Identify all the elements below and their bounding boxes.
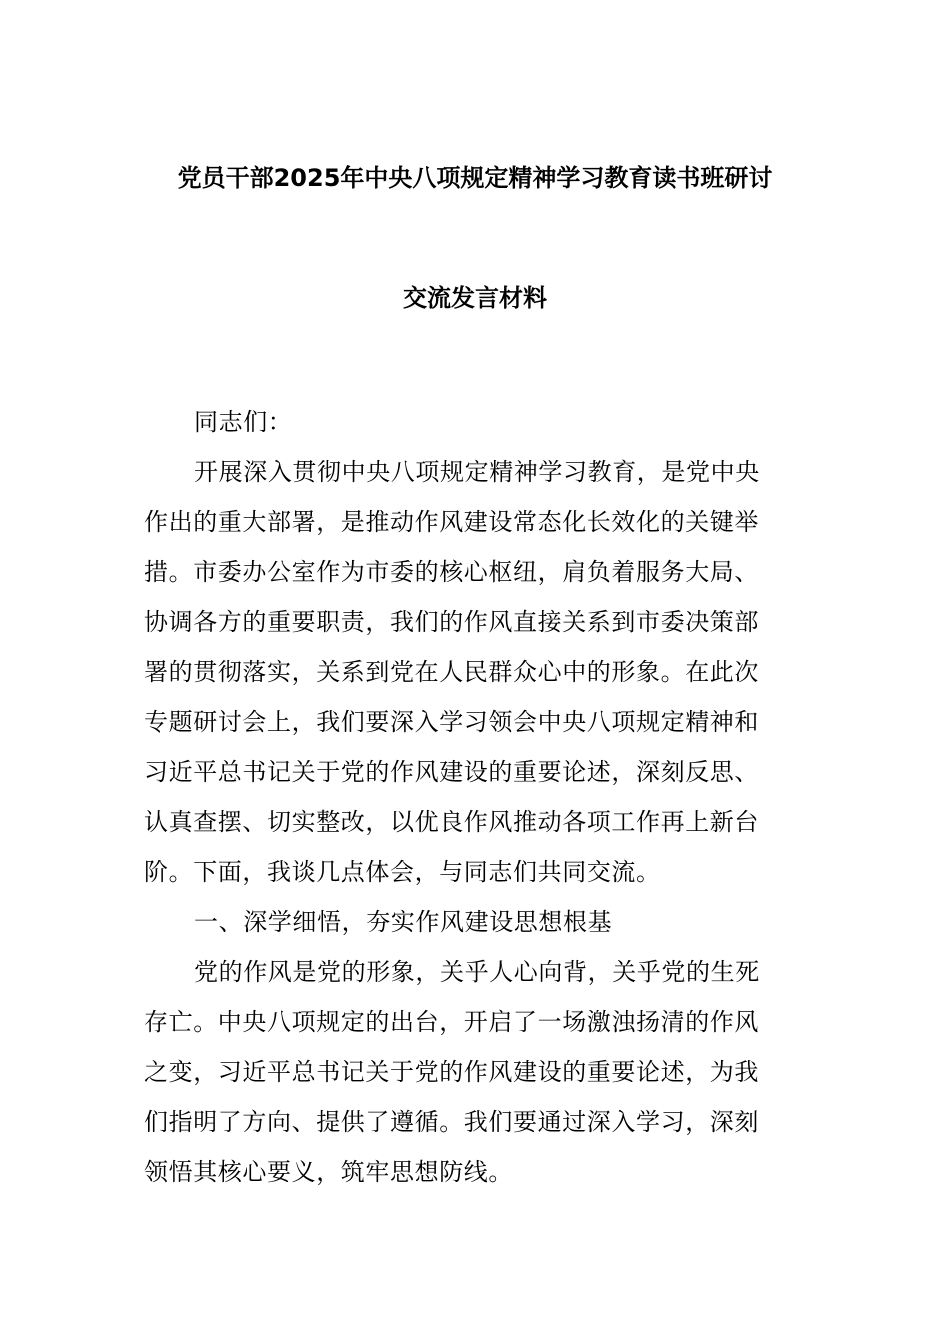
- paragraph-1-line: 署的贯彻落实，关系到党在人民群众心中的形象。在此次: [144, 658, 759, 686]
- paragraph-1-line: 措。市委办公室作为市委的核心枢纽，肩负着服务大局、: [144, 558, 759, 586]
- document-title-line-2: 交流发言材料: [403, 284, 547, 312]
- paragraph-2-line: 们指明了方向、提供了遵循。我们要通过深入学习，深刻: [144, 1108, 759, 1136]
- paragraph-2-line: 领悟其核心要义，筑牢思想防线。: [144, 1158, 513, 1186]
- salutation: 同志们：: [194, 408, 293, 436]
- paragraph-1-line: 阶。下面，我谈几点体会，与同志们共同交流。: [144, 858, 661, 886]
- document-body: [144, 397, 806, 1197]
- paragraph-2-line: 之变，习近平总书记关于党的作风建设的重要论述，为我: [144, 1058, 759, 1086]
- paragraph-1-line: 开展深入贯彻中央八项规定精神学习教育，是党中央: [194, 458, 760, 486]
- paragraph-1-line: 认真查摆、切实整改，以优良作风推动各项工作再上新台: [144, 808, 759, 836]
- paragraph-1-line: 作出的重大部署，是推动作风建设常态化长效化的关键举: [144, 508, 759, 536]
- paragraph-1-line: 习近平总书记关于党的作风建设的重要论述，深刻反思、: [144, 758, 759, 786]
- paragraph-2-line: 党的作风是党的形象，关乎人心向背，关乎党的生死: [194, 958, 760, 986]
- paragraph-1-line: 专题研讨会上，我们要深入学习领会中央八项规定精神和: [144, 708, 759, 736]
- paragraph-2-line: 存亡。中央八项规定的出台，开启了一场激浊扬清的作风: [144, 1008, 759, 1036]
- section-heading-1: 一、深学细悟，夯实作风建设思想根基: [194, 908, 613, 936]
- paragraph-1-line: 协调各方的重要职责，我们的作风直接关系到市委决策部: [144, 608, 759, 636]
- document-title-line-1: 党员干部2025年中央八项规定精神学习教育读书班研讨: [177, 164, 773, 192]
